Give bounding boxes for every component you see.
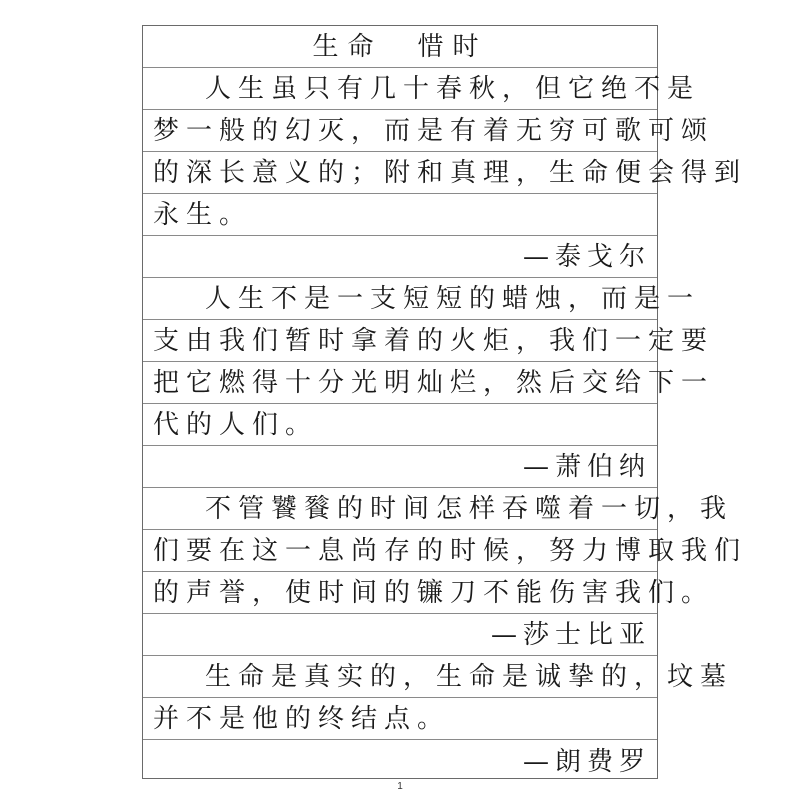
quote-line: 梦一般的幻灭，而是有着无穷可歌可颂: [143, 110, 657, 152]
quote-line: 的声誉，使时间的镰刀不能伤害我们。: [143, 572, 657, 614]
quote-line: 永生。: [143, 194, 657, 236]
quote-attribution: —泰戈尔: [143, 236, 657, 278]
quote-line: 人生不是一支短短的蜡烛，而是一: [143, 278, 657, 320]
page-number: 1: [397, 781, 403, 792]
quote-line: 生命是真实的，生命是诚挚的，坟墓: [143, 656, 657, 698]
quote-attribution: —莎士比亚: [143, 614, 657, 656]
quote-line: 们要在这一息尚存的时候，努力博取我们: [143, 530, 657, 572]
writing-sheet: [142, 25, 748, 779]
quote-attribution: —朗费罗: [522, 747, 651, 777]
quote-line: 代的人们。: [143, 404, 657, 446]
quote-line: 并不是他的终结点。: [143, 698, 657, 740]
quote-line: 把它燃得十分光明灿烂，然后交给下一: [143, 362, 657, 404]
quote-line: 不管饕餮的时间怎样吞噬着一切，我: [143, 488, 657, 530]
quote-line: 人生虽只有几十春秋，但它绝不是: [143, 68, 657, 110]
quote-line: 支由我们暂时拿着的火炬，我们一定要: [143, 320, 657, 362]
quote-attribution: —萧伯纳: [143, 446, 657, 488]
page-title: 生命 惜时: [143, 26, 657, 68]
quote-line: 的深长意义的；附和真理，生命便会得到: [143, 152, 657, 194]
